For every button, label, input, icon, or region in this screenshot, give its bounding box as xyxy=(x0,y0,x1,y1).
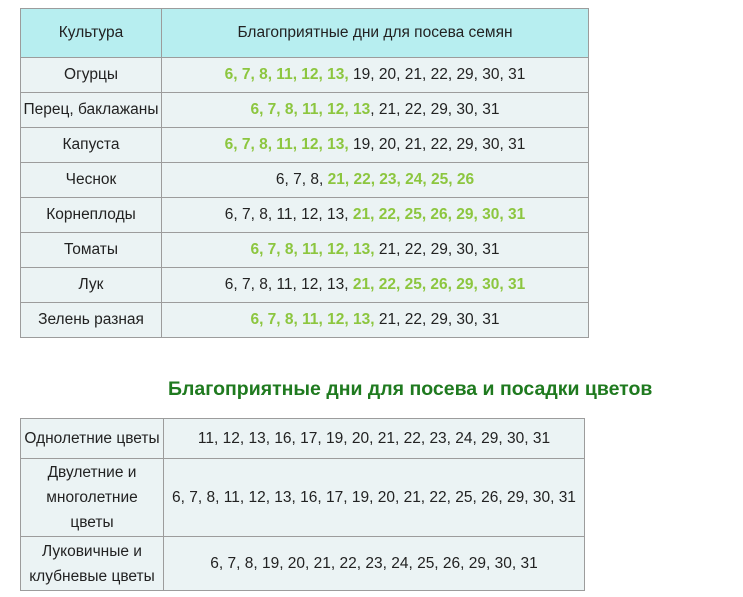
other-days: 6, 7, 8, 11, 12, 13, xyxy=(224,276,353,293)
sowing-days xyxy=(162,268,589,303)
flower-type: Однолетние цветы xyxy=(21,419,164,459)
flowers-section-title: Благоприятные дни для посева и посадки цветов xyxy=(168,378,653,400)
crop-name: Капуста xyxy=(21,128,162,163)
favorable-days-highlight: 21, 22, 25, 26, 29, 30, 31 xyxy=(352,206,526,223)
sowing-days xyxy=(162,93,589,128)
table-row xyxy=(21,268,589,303)
flower-type-line: клубневые цветы xyxy=(29,567,155,585)
favorable-days-highlight: 6, 7, 8, 11, 12, 13, xyxy=(224,66,349,83)
flowers-table xyxy=(20,418,585,591)
flower-days: 6, 7, 8, 11, 12, 13, 16, 17, 19, 20, 21, 22, 25, 26, 29, 30, 31 xyxy=(164,459,585,537)
other-days: 6, 7, 8, 11, 12, 13, xyxy=(224,206,353,223)
table-row xyxy=(21,233,589,268)
other-days: 19, 20, 21, 22, 29, 30, 31 xyxy=(348,136,526,153)
table-row xyxy=(21,58,589,93)
sowing-days xyxy=(162,303,589,338)
favorable-days-highlight: 6, 7, 8, 11, 12, 13, xyxy=(224,136,349,153)
other-days: 6, 7, 8, xyxy=(275,171,328,188)
flower-type xyxy=(21,537,164,591)
favorable-days-highlight: 21, 22, 23, 24, 25, 26 xyxy=(327,171,475,188)
flower-type xyxy=(21,459,164,537)
other-days: 21, 22, 29, 30, 31 xyxy=(374,311,500,328)
sowing-days xyxy=(162,163,589,198)
crop-name: Чеснок xyxy=(21,163,162,198)
crop-name: Зелень разная xyxy=(21,303,162,338)
favorable-days-highlight: 6, 7, 8, 11, 12, 13, xyxy=(250,311,375,328)
header-crop: Культура xyxy=(21,9,162,58)
table-row xyxy=(21,198,589,233)
table-row xyxy=(21,419,585,459)
flower-days: 11, 12, 13, 16, 17, 19, 20, 21, 22, 23, 24, 29, 30, 31 xyxy=(164,419,585,459)
other-days: 21, 22, 29, 30, 31 xyxy=(374,241,500,258)
sowing-days xyxy=(162,198,589,233)
table-row xyxy=(21,537,585,591)
favorable-days-highlight: 6, 7, 8, 11, 12, 13 xyxy=(250,101,371,118)
flower-days: 6, 7, 8, 19, 20, 21, 22, 23, 24, 25, 26, 29, 30, 31 xyxy=(164,537,585,591)
flower-type-line: цветы xyxy=(70,514,114,531)
table-row xyxy=(21,93,589,128)
table-row xyxy=(21,303,589,338)
table-row xyxy=(21,459,585,537)
flower-type-line: Луковичные и xyxy=(42,542,142,560)
other-days: , 21, 22, 29, 30, 31 xyxy=(370,101,500,118)
flower-type-line: Двулетние и xyxy=(47,464,137,481)
table-row xyxy=(21,128,589,163)
favorable-days-highlight: 21, 22, 25, 26, 29, 30, 31 xyxy=(352,276,526,293)
crop-name: Огурцы xyxy=(21,58,162,93)
seeds-table xyxy=(20,8,589,338)
table-header-row xyxy=(21,9,589,58)
header-days: Благоприятные дни для посева семян xyxy=(162,9,589,58)
crop-name: Перец, баклажаны xyxy=(21,93,162,128)
crop-name: Лук xyxy=(21,268,162,303)
crop-name: Томаты xyxy=(21,233,162,268)
sowing-days xyxy=(162,128,589,163)
sowing-days xyxy=(162,233,589,268)
crop-name: Корнеплоды xyxy=(21,198,162,233)
other-days: 19, 20, 21, 22, 29, 30, 31 xyxy=(348,66,526,83)
favorable-days-highlight: 6, 7, 8, 11, 12, 13, xyxy=(250,241,375,258)
flower-type-line: многолетние xyxy=(46,489,138,506)
sowing-days xyxy=(162,58,589,93)
table-row xyxy=(21,163,589,198)
